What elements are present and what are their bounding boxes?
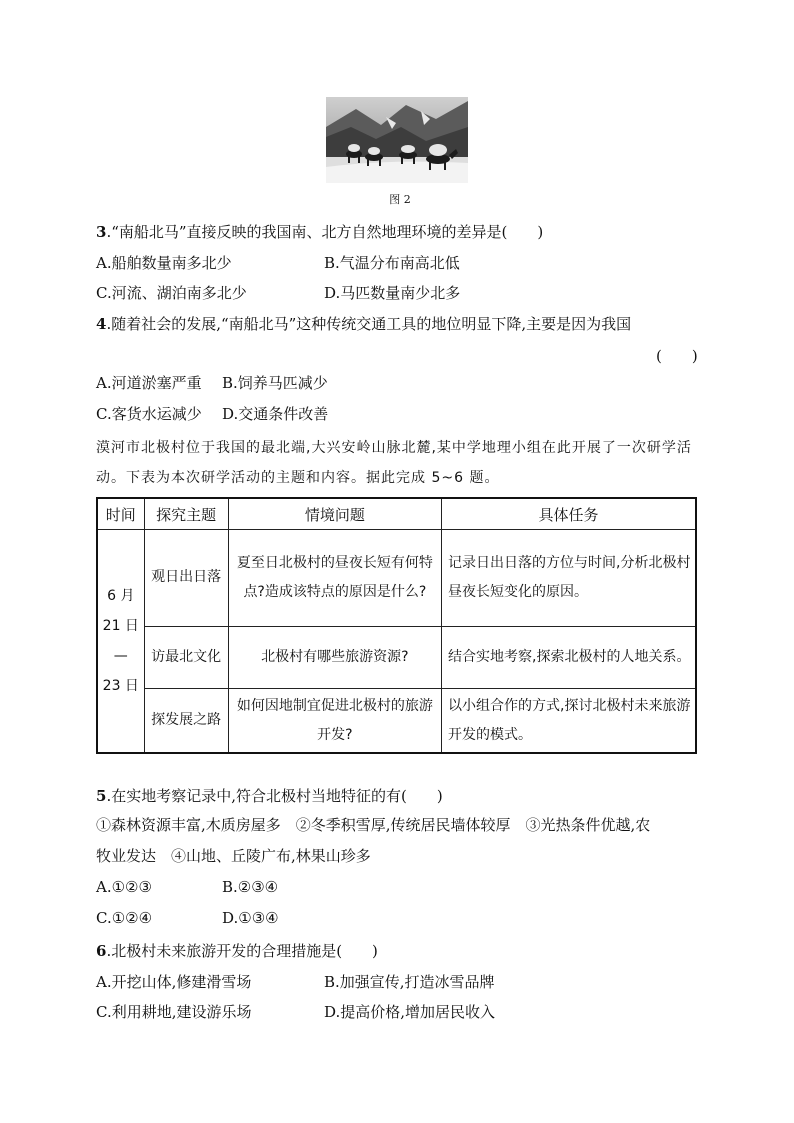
date-cell (97, 530, 144, 753)
question-text: .北极村未来旅游开发的合理措施是( ) (106, 942, 378, 960)
question-number: 5 (96, 787, 107, 805)
question-4 (96, 313, 631, 335)
q5-statement-line-1: ①森林资源丰富,木质房屋多 ②冬季积雪厚,传统居民墙体较厚 ③光热条件优越,农 (96, 816, 651, 834)
q4-option-c[interactable]: C.客货水运减少 (96, 405, 202, 423)
question-cell: 如何因地制宜促进北极村的旅游开发? (228, 689, 441, 753)
question-text: .在实地考察记录中,符合北极村当地特征的有( ) (106, 787, 443, 805)
theme-cell: 访最北文化 (144, 626, 228, 688)
date-line: — (113, 648, 128, 665)
figure-caption: 图 2 (389, 193, 411, 206)
question-number: 4 (96, 315, 107, 333)
question-number: 3 (96, 223, 107, 241)
intro-paragraph: 漠河市北极村位于我国的最北端,大兴安岭山脉北麓,某中学地理小组在此开展了一次研学活动。下表为本次研学活动的主题和内容。据此完成 5~6 题。 (96, 440, 692, 486)
q4-option-b[interactable]: B.饲养马匹减少 (222, 374, 328, 392)
task-cell: 记录日出日落的方位与时间,分析北极村昼夜长短变化的原因。 (442, 530, 696, 627)
research-activity-table (96, 497, 697, 754)
pack-horses-photo-illustration (326, 97, 468, 183)
q3-option-c[interactable]: C.河流、湖泊南多北少 (96, 284, 247, 302)
date-line: 6 月 (107, 588, 135, 605)
q5-option-a[interactable]: A.①②③ (96, 878, 152, 896)
task-cell: 结合实地考察,探索北极村的人地关系。 (442, 626, 696, 688)
question-cell: 夏至日北极村的昼夜长短有何特点?造成该特点的原因是什么? (228, 530, 441, 627)
q4-option-a[interactable]: A.河道淤塞严重 (96, 374, 202, 392)
q6-option-c[interactable]: C.利用耕地,建设游乐场 (96, 1003, 252, 1021)
header-time: 时间 (97, 498, 144, 530)
q3-option-d[interactable]: D.马匹数量南少北多 (324, 284, 461, 302)
q5-option-b[interactable]: B.②③④ (222, 878, 279, 896)
q4-option-d[interactable]: D.交通条件改善 (222, 405, 329, 423)
question-text: .“南船北马”直接反映的我国南、北方自然地理环境的差异是( ) (106, 223, 544, 241)
header-task: 具体任务 (442, 498, 696, 530)
q3-option-a[interactable]: A.船舶数量南多北少 (96, 254, 232, 272)
table-header-row (97, 498, 696, 530)
question-number: 6 (96, 942, 107, 960)
question-text: .随着社会的发展,“南船北马”这种传统交通工具的地位明显下降,主要是因为我国 (106, 315, 632, 333)
table-row (97, 626, 696, 688)
task-cell: 以小组合作的方式,探讨北极村未来旅游开发的模式。 (442, 689, 696, 753)
q5-statement-line-2: 牧业发达 ④山地、丘陵广布,林果山珍多 (96, 847, 371, 865)
date-line: 21 日 (102, 618, 139, 635)
answer-paren: ( ) (656, 347, 698, 365)
question-6 (96, 940, 378, 962)
header-question: 情境问题 (228, 498, 441, 530)
q6-option-a[interactable]: A.开挖山体,修建滑雪场 (96, 973, 252, 991)
q3-option-b[interactable]: B.气温分布南高北低 (324, 254, 460, 272)
q6-option-d[interactable]: D.提高价格,增加居民收入 (324, 1003, 496, 1021)
q5-option-c[interactable]: C.①②④ (96, 909, 153, 927)
table-row (97, 689, 696, 753)
figure-2-photo (326, 97, 468, 183)
date-line: 23 日 (102, 678, 139, 695)
theme-cell: 观日出日落 (144, 530, 228, 627)
header-theme: 探究主题 (144, 498, 228, 530)
question-5 (96, 785, 443, 807)
table-row (97, 530, 696, 627)
q5-option-d[interactable]: D.①③④ (222, 909, 279, 927)
question-3 (96, 221, 543, 243)
question-cell: 北极村有哪些旅游资源? (228, 626, 441, 688)
theme-cell: 探发展之路 (144, 689, 228, 753)
q6-option-b[interactable]: B.加强宣传,打造冰雪品牌 (324, 973, 495, 991)
